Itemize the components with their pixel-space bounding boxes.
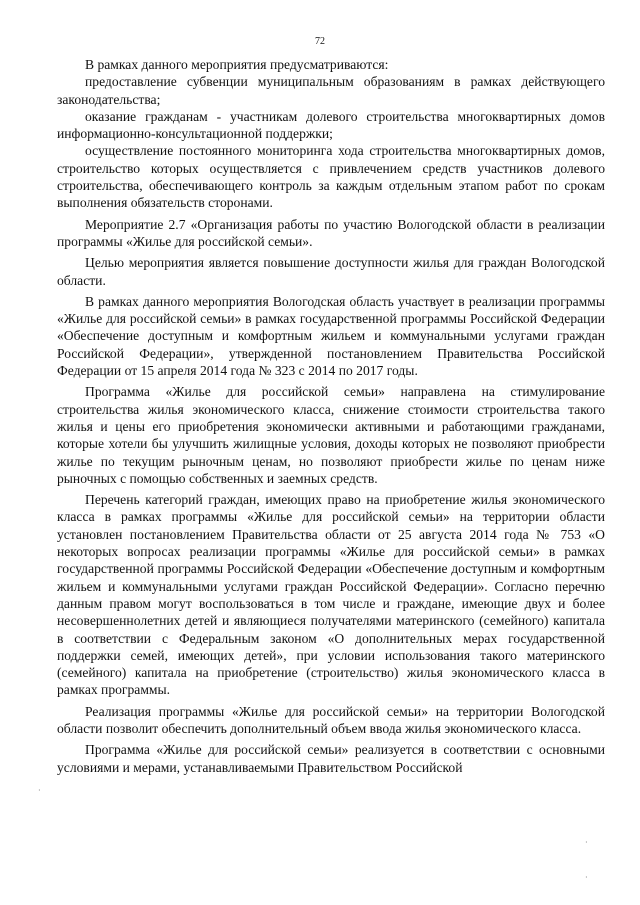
scan-speck: · (585, 838, 588, 847)
scan-speck: · (585, 873, 588, 882)
paragraph: Целью мероприятия является повышение доступности жилья для граждан Вологодской области. (57, 255, 605, 288)
paragraph: В рамках данного мероприятия предусматриваются: (85, 57, 389, 72)
paragraph: осуществление постоянного мониторинга хода строительства многоквартирных домов, строительство которых осуществляется с привлечением средств участников долевого строительства, обеспечивающего контроль за каждым отдельным этапом работ по срокам выполнения обязательств сторонами. (57, 143, 605, 211)
paragraph: Программа «Жилье для российской семьи» направлена на стимулирование строительства жилья экономического класса, снижение стоимости строительства такого жилья и цены его приобретения экономически активными и работающими гражданами, которые хотели бы улучшить жилищные условия, доходы которых не позволяют приобрести жилье по текущим рыночным ценам, но позволяют приобрести жилье по ценам ниже рыночных с помощью собственных и заемных средств. (57, 384, 605, 486)
page-number: 72 (315, 36, 325, 47)
paragraph: Реализация программы «Жилье для российской семьи» на территории Вологодской области позволит обеспечить дополнительный объем ввода жилья экономического класса. (57, 703, 605, 736)
paragraph: Мероприятие 2.7 «Организация работы по участию Вологодской области в реализации программы «Жилье для российской семьи». (57, 216, 605, 249)
paragraph: оказание гражданам - участникам долевого строительства многоквартирных домов информационно-консультационной поддержки; (57, 108, 605, 142)
scan-speck: · (38, 786, 41, 795)
paragraph: Перечень категорий граждан, имеющих право на приобретение жилья экономического класса в рамках программы «Жилье для российской семьи» на территории области установлен постановлением Правительства области от 25 августа 2014 года № 753 «О некоторых вопросах реализации программы «Жилье для российской семьи» в рамках государственной программы Российской Федерации «Обеспечение доступным и комфортным жильем и коммунальными услугами граждан Российской Федерации». Согласно перечню данным правом могут воспользоваться в том числе и граждане, имеющие двух и более несовершеннолетних детей и являющиеся получателями материнского (семейного) капитала в соответствии с Федеральным законом «О дополнительных мерах государственной поддержки семей, имеющих детей», при условии использования такого материнского (семейного) капитала на приобретение (строительство) жилья экономического класса в рамках программы. (57, 492, 605, 698)
paragraph: предоставление субвенции муниципальным образованиям в рамках действующего законодательства; (57, 74, 605, 107)
document-body (57, 56, 605, 776)
paragraph: В рамках данного мероприятия Вологодская область участвует в реализации программы «Жилье для российской семьи» в рамках государственной программы Российской Федерации «Обеспечение доступным и комфортным жильем и коммунальными услугами граждан Российской Федерации», утвержденной постановлением Правительства Российской Федерации от 15 апреля 2014 года № 323 с 2014 по 2017 годы. (57, 293, 605, 379)
paragraph: Программа «Жилье для российской семьи» реализуется в соответствии с основными условиями и мерами, устанавливаемыми Правительством Российской (57, 742, 605, 775)
